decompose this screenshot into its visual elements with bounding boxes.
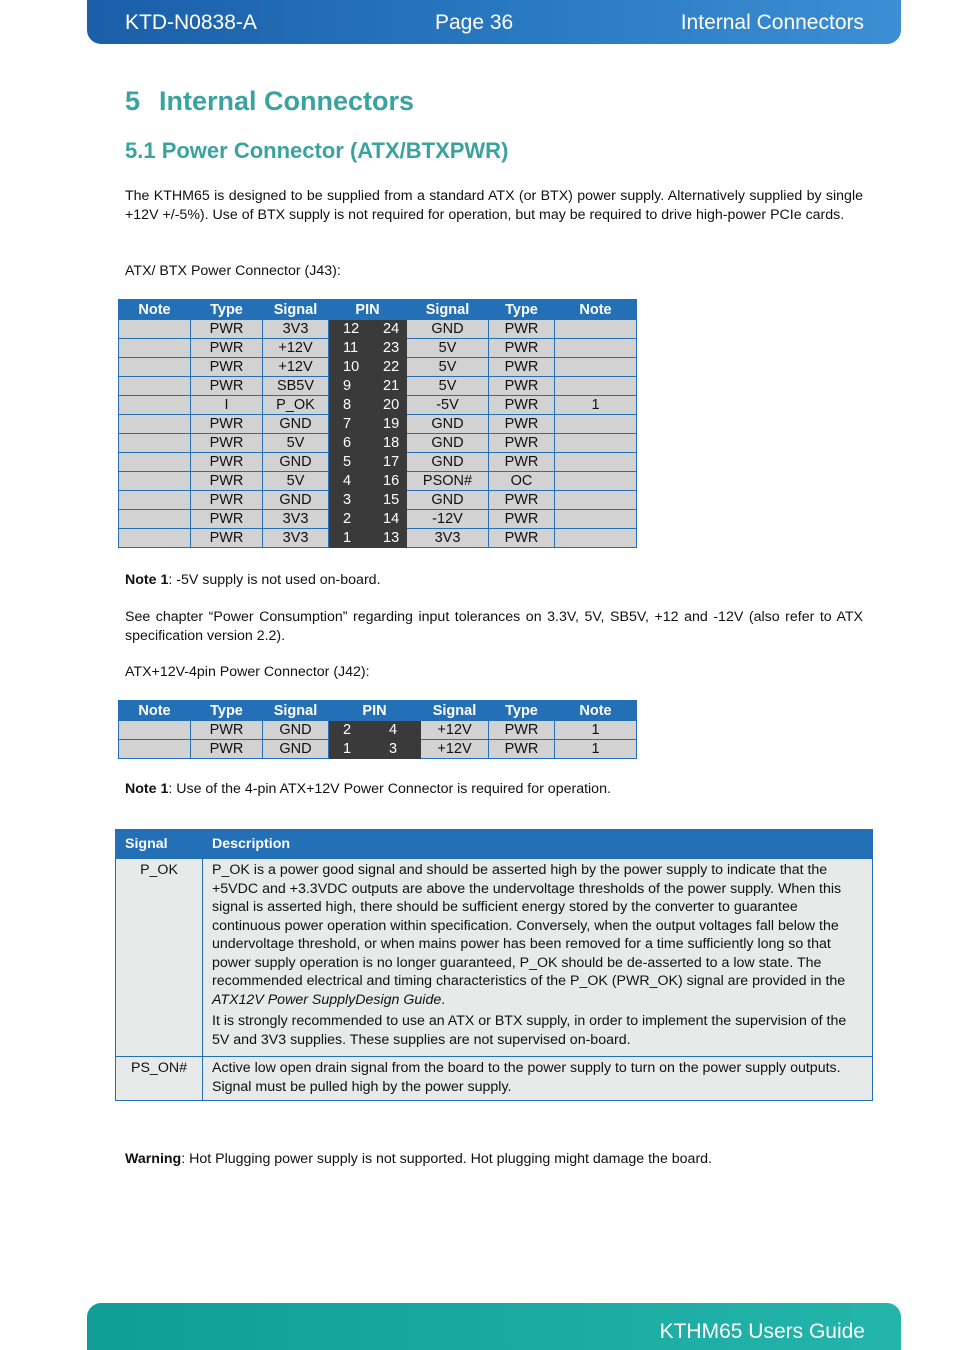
pin-left-cell: 2 (329, 721, 373, 740)
page-number: Page 36 (435, 11, 514, 34)
header-section: Internal Connectors (680, 11, 864, 34)
col-note-left: Note (119, 701, 191, 721)
signal-right-cell: GND (407, 453, 489, 472)
pin-right-cell: 15 (367, 491, 407, 510)
atx-connector-label: ATX/ BTX Power Connector (J43): (125, 263, 341, 279)
type-left-cell: PWR (191, 358, 263, 377)
doc-id: KTD-N0838-A (125, 11, 257, 34)
type-left-cell: PWR (191, 491, 263, 510)
atx-pin-table (118, 299, 637, 548)
type-left-cell: PWR (191, 320, 263, 339)
signal-right-cell: -12V (407, 510, 489, 529)
pin-left-cell: 1 (329, 740, 373, 759)
note-left-cell (119, 491, 191, 510)
note-right-cell (555, 358, 637, 377)
note-left-cell (119, 434, 191, 453)
note-left-cell (119, 740, 191, 759)
note-right-cell (555, 377, 637, 396)
type-right-cell: PWR (489, 529, 555, 548)
table-row (119, 396, 637, 415)
signal-left-cell: SB5V (263, 377, 329, 396)
signal-left-cell: GND (263, 415, 329, 434)
table-row (116, 859, 873, 1057)
table-row (119, 491, 637, 510)
signal-right-cell: GND (407, 320, 489, 339)
table-header-row (119, 300, 637, 320)
guide-title: KTHM65 Users Guide (659, 1320, 865, 1343)
pin-right-cell: 14 (367, 510, 407, 529)
pok-desc-reference: ATX12V Power SupplyDesign Guide (212, 991, 442, 1008)
section-title: 5.1 Power Connector (ATX/BTXPWR) (125, 138, 509, 163)
type-right-cell: PWR (489, 434, 555, 453)
chapter-title-text: Internal Connectors (159, 86, 415, 116)
note-left-cell (119, 415, 191, 434)
note-right-cell (555, 320, 637, 339)
table-row (119, 529, 637, 548)
page-header (87, 0, 901, 44)
note-right-cell (555, 339, 637, 358)
note-right-cell: 1 (555, 396, 637, 415)
warning-text: : Hot Plugging power supply is not supported. Hot plugging might damage the board. (181, 1151, 713, 1167)
note-right-cell (555, 472, 637, 491)
signal-left-cell: +12V (263, 358, 329, 377)
type-right-cell: PWR (489, 740, 555, 759)
table-row (119, 415, 637, 434)
col-note-left: Note (119, 300, 191, 320)
table-header-row (116, 830, 873, 859)
pok-desc-text: P_OK is a power good signal and should be asserted high by the power supply to indicate that the +5VDC and +3.3VDC outputs are above the undervoltage thresholds of the power supply. When this signal is asserted high, there should be sufficient energy stored by the converter to guarantee continuous power operation within specification. Conversely, when the output voltages fall below the undervoltage threshold, or when mains power has been removed for a time sufficiently long so that power supply operation is no longer guaranteed, P_OK should be de-asserted to a low state. The recommended electrical and timing characteristics of the P_OK (PWR_OK) signal are provided in the (212, 862, 846, 989)
signal-left-cell: +12V (263, 339, 329, 358)
note-right-cell (555, 434, 637, 453)
type-right-cell: PWR (489, 721, 555, 740)
type-right-cell: PWR (489, 320, 555, 339)
signal-right-cell: 5V (407, 358, 489, 377)
col-type-right: Type (489, 300, 555, 320)
signal-description-table (115, 829, 873, 1101)
note-left-cell (119, 472, 191, 491)
type-left-cell: PWR (191, 453, 263, 472)
signal-left-cell: 3V3 (263, 529, 329, 548)
warning-label: Warning (125, 1151, 182, 1167)
type-right-cell: PWR (489, 339, 555, 358)
note-left-cell (119, 453, 191, 472)
table-row (119, 377, 637, 396)
col-signal-left: Signal (263, 701, 329, 721)
note-right-cell (555, 415, 637, 434)
signal-left-cell: 5V (263, 434, 329, 453)
pok-desc-para1 (212, 861, 863, 1009)
signal-pson: PS_ON# (116, 1057, 203, 1101)
signal-right-cell: GND (407, 434, 489, 453)
type-right-cell: PWR (489, 453, 555, 472)
col-description: Description (203, 830, 873, 859)
note-left-cell (119, 396, 191, 415)
pin-left-cell: 1 (329, 529, 367, 548)
pin-right-cell: 19 (367, 415, 407, 434)
pok-desc-para2: It is strongly recommended to use an ATX or BTX supply, in order to implement the supervision of the 5V and 3V3 supplies. These supplies are not supervised on-board. (212, 1013, 847, 1048)
pin-right-cell: 18 (367, 434, 407, 453)
signal-right-cell: PSON# (407, 472, 489, 491)
signal-right-cell: 5V (407, 377, 489, 396)
signal-pok: P_OK (116, 859, 203, 1057)
col-pin: PIN (329, 300, 407, 320)
pin-right-cell: 22 (367, 358, 407, 377)
pok-desc-end: . (441, 991, 446, 1008)
col-note-right: Note (555, 701, 637, 721)
signal-right-cell: +12V (421, 740, 489, 759)
pin-right-cell: 13 (367, 529, 407, 548)
col-type-left: Type (191, 701, 263, 721)
note2-text: : Use of the 4-pin ATX+12V Power Connector is required for operation. (168, 781, 611, 797)
type-left-cell: PWR (191, 740, 263, 759)
type-right-cell: PWR (489, 415, 555, 434)
type-left-cell: PWR (191, 415, 263, 434)
signal-left-cell: P_OK (263, 396, 329, 415)
note-left-cell (119, 510, 191, 529)
note-left-cell (119, 320, 191, 339)
note1-text: : -5V supply is not used on-board. (168, 572, 381, 588)
col-signal-right: Signal (421, 701, 489, 721)
chapter-number: 5 (125, 86, 141, 116)
pin-left-cell: 9 (329, 377, 367, 396)
type-left-cell: PWR (191, 377, 263, 396)
signal-right-cell: GND (407, 415, 489, 434)
table-row (119, 740, 637, 759)
note1-line (125, 571, 863, 590)
signal-left-cell: 3V3 (263, 320, 329, 339)
pin-left-cell: 12 (329, 320, 367, 339)
chapter-title (125, 86, 414, 117)
note-left-cell (119, 721, 191, 740)
signal-right-cell: -5V (407, 396, 489, 415)
note-left-cell (119, 358, 191, 377)
type-right-cell: PWR (489, 377, 555, 396)
type-left-cell: PWR (191, 472, 263, 491)
signal-right-cell: GND (407, 491, 489, 510)
note-right-cell: 1 (555, 721, 637, 740)
type-left-cell: PWR (191, 529, 263, 548)
note-left-cell (119, 529, 191, 548)
pin-left-cell: 5 (329, 453, 367, 472)
pin-left-cell: 2 (329, 510, 367, 529)
type-left-cell: PWR (191, 721, 263, 740)
note-right-cell (555, 510, 637, 529)
signal-left-cell: GND (263, 740, 329, 759)
table-row (119, 434, 637, 453)
pin-right-cell: 21 (367, 377, 407, 396)
note2-line (125, 780, 863, 799)
note1-label: Note 1 (125, 572, 169, 588)
note-right-cell (555, 453, 637, 472)
table-row (119, 358, 637, 377)
table-row (119, 721, 637, 740)
pin-left-cell: 4 (329, 472, 367, 491)
pin-right-cell: 24 (367, 320, 407, 339)
atx12-connector-label: ATX+12V-4pin Power Connector (J42): (125, 664, 370, 680)
col-signal-right: Signal (407, 300, 489, 320)
pin-right-cell: 4 (373, 721, 421, 740)
table-header-row (119, 701, 637, 721)
see-chapter-paragraph: See chapter “Power Consumption” regarding input tolerances on 3.3V, 5V, SB5V, +12 and -12V (also refer to ATX specification version 2.2). (125, 609, 863, 644)
signal-right-cell: 3V3 (407, 529, 489, 548)
pin-left-cell: 8 (329, 396, 367, 415)
pin-right-cell: 17 (367, 453, 407, 472)
type-right-cell: PWR (489, 510, 555, 529)
pson-description: Active low open drain signal from the board to the power supply to turn on the power supply outputs. Signal must be pulled high by the power supply. (203, 1057, 873, 1101)
signal-left-cell: 5V (263, 472, 329, 491)
table-row (119, 472, 637, 491)
pin-left-cell: 10 (329, 358, 367, 377)
pok-description (203, 859, 873, 1057)
note-left-cell (119, 377, 191, 396)
signal-right-cell: 5V (407, 339, 489, 358)
table-row (119, 339, 637, 358)
pin-left-cell: 3 (329, 491, 367, 510)
pin-left-cell: 6 (329, 434, 367, 453)
warning-line (125, 1150, 863, 1169)
type-right-cell: OC (489, 472, 555, 491)
atx12-pin-table (118, 700, 637, 759)
type-left-cell: PWR (191, 434, 263, 453)
type-right-cell: PWR (489, 491, 555, 510)
col-type-left: Type (191, 300, 263, 320)
table-row (116, 1057, 873, 1101)
signal-left-cell: 3V3 (263, 510, 329, 529)
type-left-cell: I (191, 396, 263, 415)
note-right-cell (555, 491, 637, 510)
intro-paragraph: The KTHM65 is designed to be supplied from a standard ATX (or BTX) power supply. Alternatively supplied by single +12V +/-5%). Use of BTX supply is not required for operation, but may be required to drive high-power PCIe cards. (125, 188, 863, 223)
signal-left-cell: GND (263, 491, 329, 510)
col-type-right: Type (489, 701, 555, 721)
pin-right-cell: 3 (373, 740, 421, 759)
type-left-cell: PWR (191, 339, 263, 358)
col-signal: Signal (116, 830, 203, 859)
table-row (119, 320, 637, 339)
col-note-right: Note (555, 300, 637, 320)
note-right-cell: 1 (555, 740, 637, 759)
signal-left-cell: GND (263, 721, 329, 740)
table-row (119, 453, 637, 472)
table-row (119, 510, 637, 529)
pin-left-cell: 11 (329, 339, 367, 358)
pin-right-cell: 20 (367, 396, 407, 415)
pin-right-cell: 23 (367, 339, 407, 358)
col-signal-left: Signal (263, 300, 329, 320)
note-right-cell (555, 529, 637, 548)
pin-right-cell: 16 (367, 472, 407, 491)
type-left-cell: PWR (191, 510, 263, 529)
pin-left-cell: 7 (329, 415, 367, 434)
type-right-cell: PWR (489, 358, 555, 377)
page-footer (87, 1303, 901, 1350)
type-right-cell: PWR (489, 396, 555, 415)
signal-right-cell: +12V (421, 721, 489, 740)
col-pin: PIN (329, 701, 421, 721)
signal-left-cell: GND (263, 453, 329, 472)
note2-label: Note 1 (125, 781, 169, 797)
note-left-cell (119, 339, 191, 358)
